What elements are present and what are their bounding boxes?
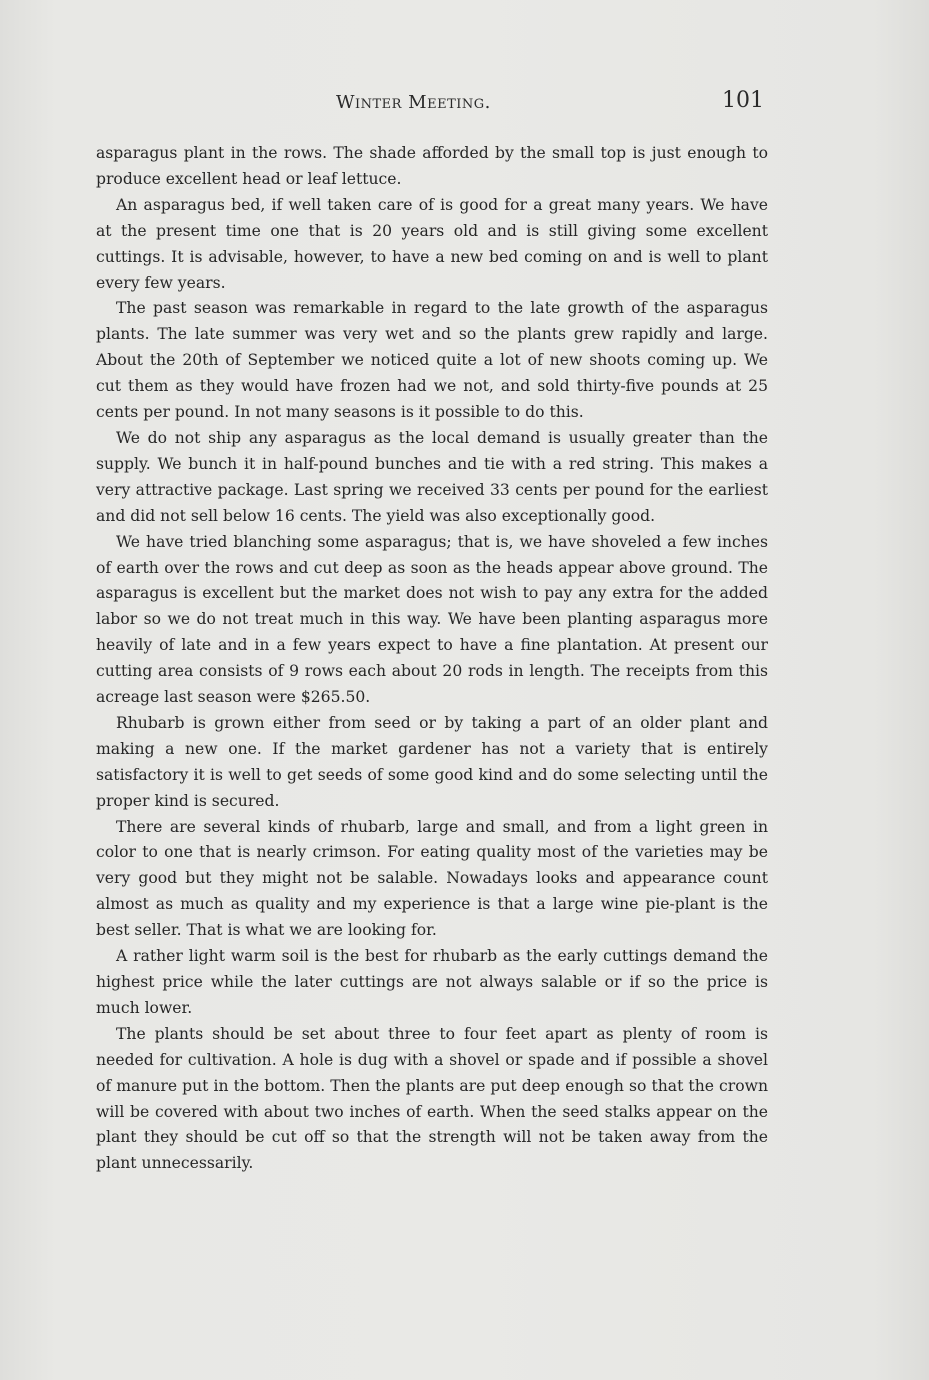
paragraph-blanching: We have tried blanching some asparagus; that is, we have shoveled a few inches of earth over the rows and cut deep as soon as the heads appear above ground. The asparagus is excellent but the market does not wish to pay any extra for the added labor so we do not treat much in this way. We have been planting asparagus more heavily of late and in a few years expect to have a fine plantation. At present our cutting area consists of 9 rows each about 20 rods in length. The receipts from this acreage last season were $265.50. [96,532,768,707]
page-header [96,88,768,118]
running-title: Winter Meeting. [336,92,491,113]
paragraph-late-growth: The past season was remarkable in regard to the late growth of the asparagus plants. The late summer was very wet and so the plants grew rapidly and large. About the 20th of September we noticed quite a lot of new shoots coming up. We cut them as they would have frozen had we not, and sold thirty-five pounds at 25 cents per pound. In not many seasons is it possible to do this. [96,299,768,422]
paragraph-planting: The plants should be set about three to four feet apart as plenty of room is needed for cultivation. A hole is dug with a shovel or spade and if possible a shovel of manure put in the bottom. Then the plants are put deep enough so that the crown will be covered with about two inches of earth. When the seed stalks appear on the plant they should be cut off so that the strength will not be taken away from the plant unnecessarily. [96,1024,768,1173]
paragraph-local-demand: We do not ship any asparagus as the local demand is usually greater than the supply. We bunch it in half-pound bunches and tie with a red string. This makes a very attractive package. Last spring we received 33 cents per pound for the earliest and did not sell below 16 cents. The yield was also exceptionally good. [96,428,768,525]
page-number: 101 [722,88,764,113]
paragraph-rhubarb-propagation: Rhubarb is grown either from seed or by taking a part of an older plant and making a new one. If the market gardener has not a variety that is entirely satisfactory it is well to get seeds of some good kind and do some selecting until the proper kind is secured. [96,713,768,810]
paragraph-continued: asparagus plant in the rows. The shade afforded by the small top is just enough to produce excellent head or leaf lettuce. [96,144,768,188]
paragraph-rhubarb-kinds: There are several kinds of rhubarb, large and small, and from a light green in color to one that is nearly crimson. For eating quality most of the varieties may be very good but they might not be salable. Nowadays looks and appearance count almost as much as quality and my experience is that a large wine pie-plant is the best seller. That is what we are looking for. [96,817,768,940]
paragraph-asparagus-bed: An asparagus bed, if well taken care of is good for a great many years. We have at the present time one that is 20 years old and is still giving some excellent cuttings. It is advisable, however, to have a new bed coming on and is well to plant every few years. [96,195,768,292]
paragraph-rhubarb-soil: A rather light warm soil is the best for rhubarb as the early cuttings demand the highest price while the later cuttings are not always salable or if so the price is much lower. [96,947,768,1017]
body-text [96,141,768,1177]
